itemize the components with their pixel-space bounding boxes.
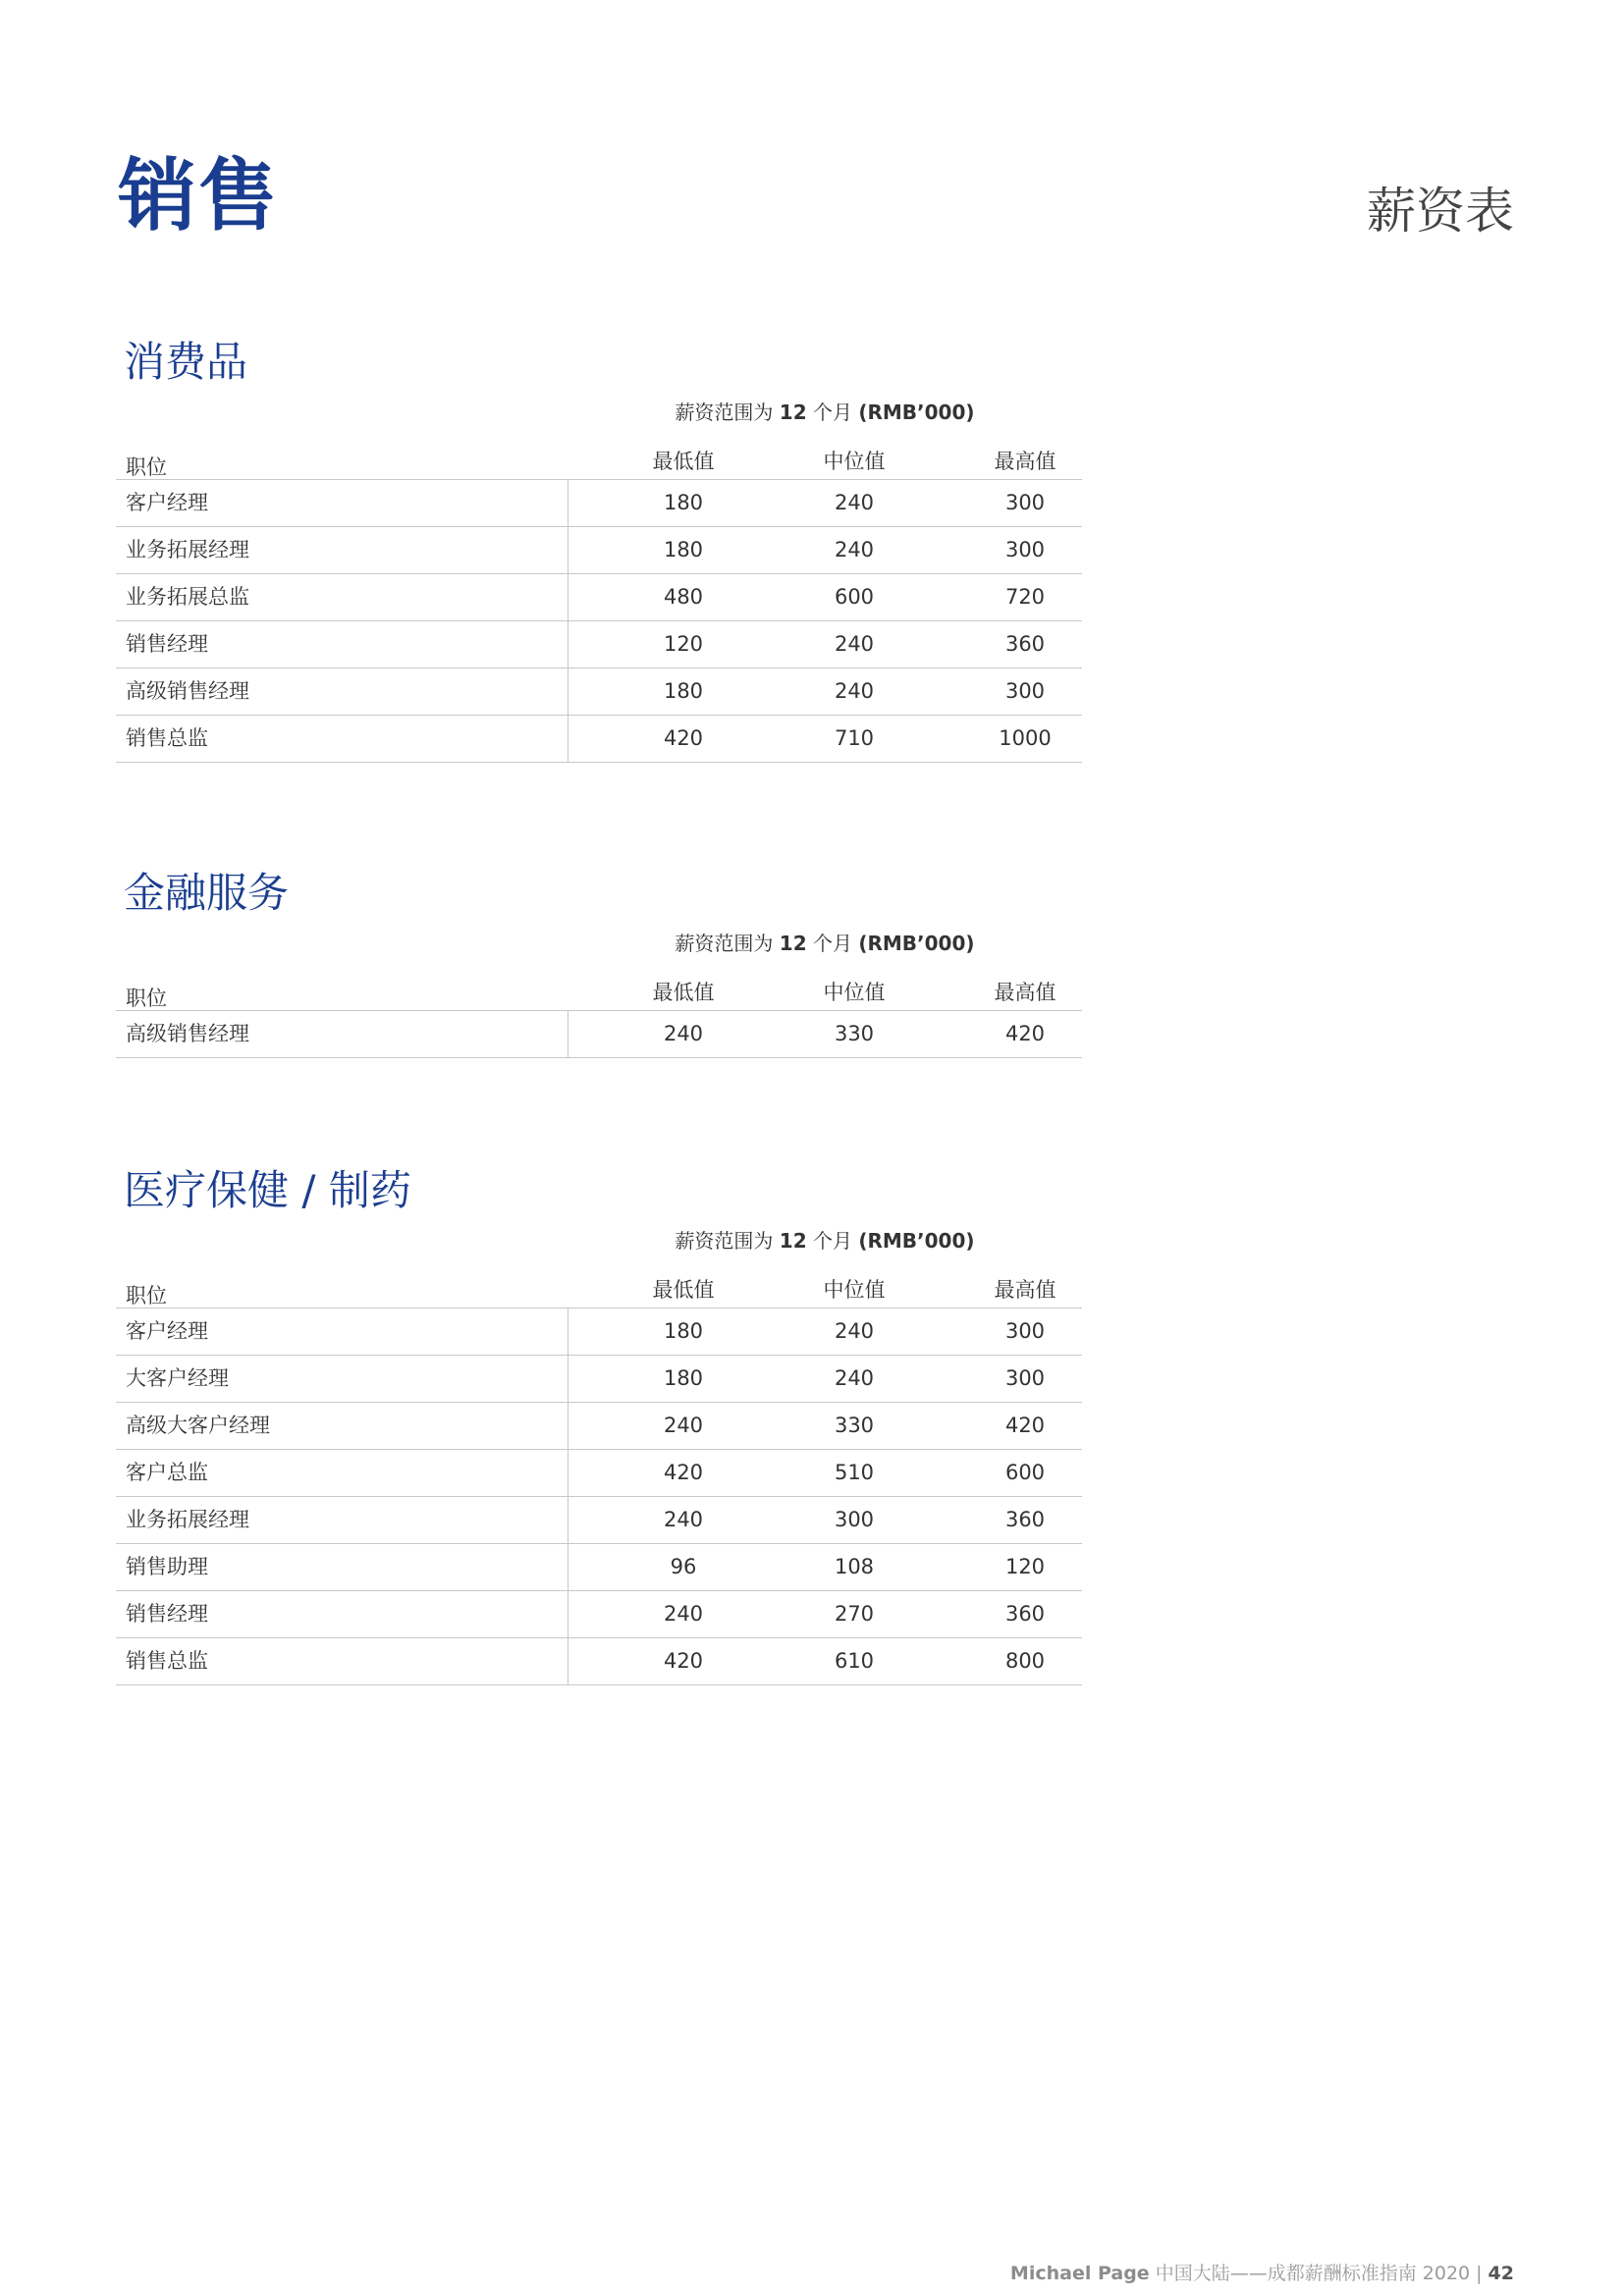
min-cell: 180 [663, 1366, 704, 1390]
role-cell: 客户总监 [126, 1461, 208, 1484]
table-row [116, 1497, 1082, 1544]
max-cell: 120 [1004, 1555, 1046, 1578]
page-footer [1010, 2259, 1514, 2285]
max-cell: 300 [1004, 679, 1046, 703]
range-unit: (RMB’000) [858, 1229, 975, 1253]
column-header-min: 最低值 [652, 1278, 715, 1302]
table-row [116, 1544, 1082, 1591]
section-healthcare-pharma [116, 1166, 1082, 1690]
column-header-max: 最高值 [994, 1278, 1056, 1302]
section-title: 医疗保健 / 制药 [124, 1166, 411, 1214]
salary-table [116, 1011, 1082, 1058]
section-financial-services [116, 869, 1082, 1069]
range-prefix: 薪资范围为 [675, 400, 780, 424]
min-cell: 420 [663, 726, 704, 750]
mid-cell: 710 [834, 726, 875, 750]
salary-range-caption [568, 397, 1082, 425]
range-suffix: 个月 [806, 932, 859, 955]
column-header-role: 职位 [126, 1284, 167, 1308]
role-cell: 业务拓展总监 [126, 585, 249, 609]
role-cell: 销售经理 [126, 1602, 208, 1626]
range-months: 12 [779, 1229, 807, 1253]
mid-cell: 270 [834, 1602, 875, 1626]
max-cell: 360 [1004, 1602, 1046, 1626]
table-row [116, 480, 1082, 527]
mid-cell: 240 [834, 679, 875, 703]
min-cell: 180 [663, 679, 704, 703]
min-cell: 120 [663, 632, 704, 656]
role-cell: 销售总监 [126, 1649, 208, 1673]
column-header-role: 职位 [126, 987, 167, 1010]
column-header-max: 最高值 [994, 981, 1056, 1004]
max-cell: 360 [1004, 1508, 1046, 1531]
role-cell: 业务拓展经理 [126, 1508, 249, 1531]
footer-separator: | [1476, 2263, 1483, 2284]
salary-table [116, 1308, 1082, 1685]
mid-cell: 240 [834, 1366, 875, 1390]
range-unit: (RMB’000) [858, 400, 975, 424]
min-cell: 240 [663, 1602, 704, 1626]
footer-text: 中国大陆——成都薪酬标准指南 2020 [1149, 2263, 1471, 2284]
role-cell: 高级销售经理 [126, 679, 249, 703]
table-row [116, 1638, 1082, 1685]
table-row [116, 621, 1082, 668]
min-cell: 420 [663, 1461, 704, 1484]
min-cell: 240 [663, 1414, 704, 1437]
mid-cell: 610 [834, 1649, 875, 1673]
max-cell: 300 [1004, 1366, 1046, 1390]
max-cell: 300 [1004, 538, 1046, 561]
min-cell: 420 [663, 1649, 704, 1673]
table-row [116, 716, 1082, 763]
column-header-role: 职位 [126, 455, 167, 479]
role-cell: 销售经理 [126, 632, 208, 656]
table-row [116, 1356, 1082, 1403]
min-cell: 180 [663, 1319, 704, 1343]
min-cell: 240 [663, 1508, 704, 1531]
max-cell: 600 [1004, 1461, 1046, 1484]
salary-table [116, 480, 1082, 763]
range-suffix: 个月 [806, 400, 859, 424]
table-row [116, 1308, 1082, 1356]
max-cell: 420 [1004, 1414, 1046, 1437]
role-cell: 高级销售经理 [126, 1022, 249, 1045]
column-header-mid: 中位值 [823, 981, 886, 1004]
mid-cell: 330 [834, 1022, 875, 1045]
min-cell: 180 [663, 491, 704, 514]
section-title: 消费品 [124, 338, 248, 386]
section-consumer-goods [116, 338, 1082, 764]
role-cell: 大客户经理 [126, 1366, 229, 1390]
salary-range-caption [568, 928, 1082, 956]
range-unit: (RMB’000) [858, 932, 975, 955]
column-header-mid: 中位值 [823, 450, 886, 473]
min-cell: 480 [663, 585, 704, 609]
page-subtitle: 薪资表 [1367, 183, 1514, 240]
table-row [116, 1450, 1082, 1497]
mid-cell: 330 [834, 1414, 875, 1437]
mid-cell: 600 [834, 585, 875, 609]
role-cell: 业务拓展经理 [126, 538, 249, 561]
max-cell: 720 [1004, 585, 1046, 609]
role-cell: 客户经理 [126, 1319, 208, 1343]
role-cell: 高级大客户经理 [126, 1414, 270, 1437]
range-months: 12 [779, 932, 807, 955]
range-prefix: 薪资范围为 [675, 932, 780, 955]
salary-range-caption [568, 1225, 1082, 1254]
max-cell: 360 [1004, 632, 1046, 656]
table-row [116, 668, 1082, 716]
max-cell: 420 [1004, 1022, 1046, 1045]
table-row [116, 1011, 1082, 1058]
mid-cell: 240 [834, 538, 875, 561]
max-cell: 800 [1004, 1649, 1046, 1673]
role-cell: 销售总监 [126, 726, 208, 750]
max-cell: 1000 [999, 726, 1052, 750]
column-header-min: 最低值 [652, 981, 715, 1004]
max-cell: 300 [1004, 1319, 1046, 1343]
page-title: 销售 [118, 150, 279, 241]
mid-cell: 240 [834, 491, 875, 514]
range-months: 12 [779, 400, 807, 424]
column-header-mid: 中位值 [823, 1278, 886, 1302]
column-header-min: 最低值 [652, 450, 715, 473]
mid-cell: 240 [834, 1319, 875, 1343]
max-cell: 300 [1004, 491, 1046, 514]
role-cell: 销售助理 [126, 1555, 208, 1578]
min-cell: 96 [670, 1555, 697, 1578]
mid-cell: 108 [834, 1555, 875, 1578]
min-cell: 180 [663, 538, 704, 561]
table-row [116, 1403, 1082, 1450]
role-cell: 客户经理 [126, 491, 208, 514]
range-prefix: 薪资范围为 [675, 1229, 780, 1253]
table-row [116, 527, 1082, 574]
section-title: 金融服务 [124, 869, 290, 917]
column-header-max: 最高值 [994, 450, 1056, 473]
table-row [116, 574, 1082, 621]
table-row [116, 1591, 1082, 1638]
mid-cell: 240 [834, 632, 875, 656]
page-number: 42 [1488, 2263, 1514, 2284]
mid-cell: 300 [834, 1508, 875, 1531]
footer-brand: Michael Page [1009, 2263, 1150, 2284]
range-suffix: 个月 [806, 1229, 859, 1253]
min-cell: 240 [663, 1022, 704, 1045]
mid-cell: 510 [834, 1461, 875, 1484]
